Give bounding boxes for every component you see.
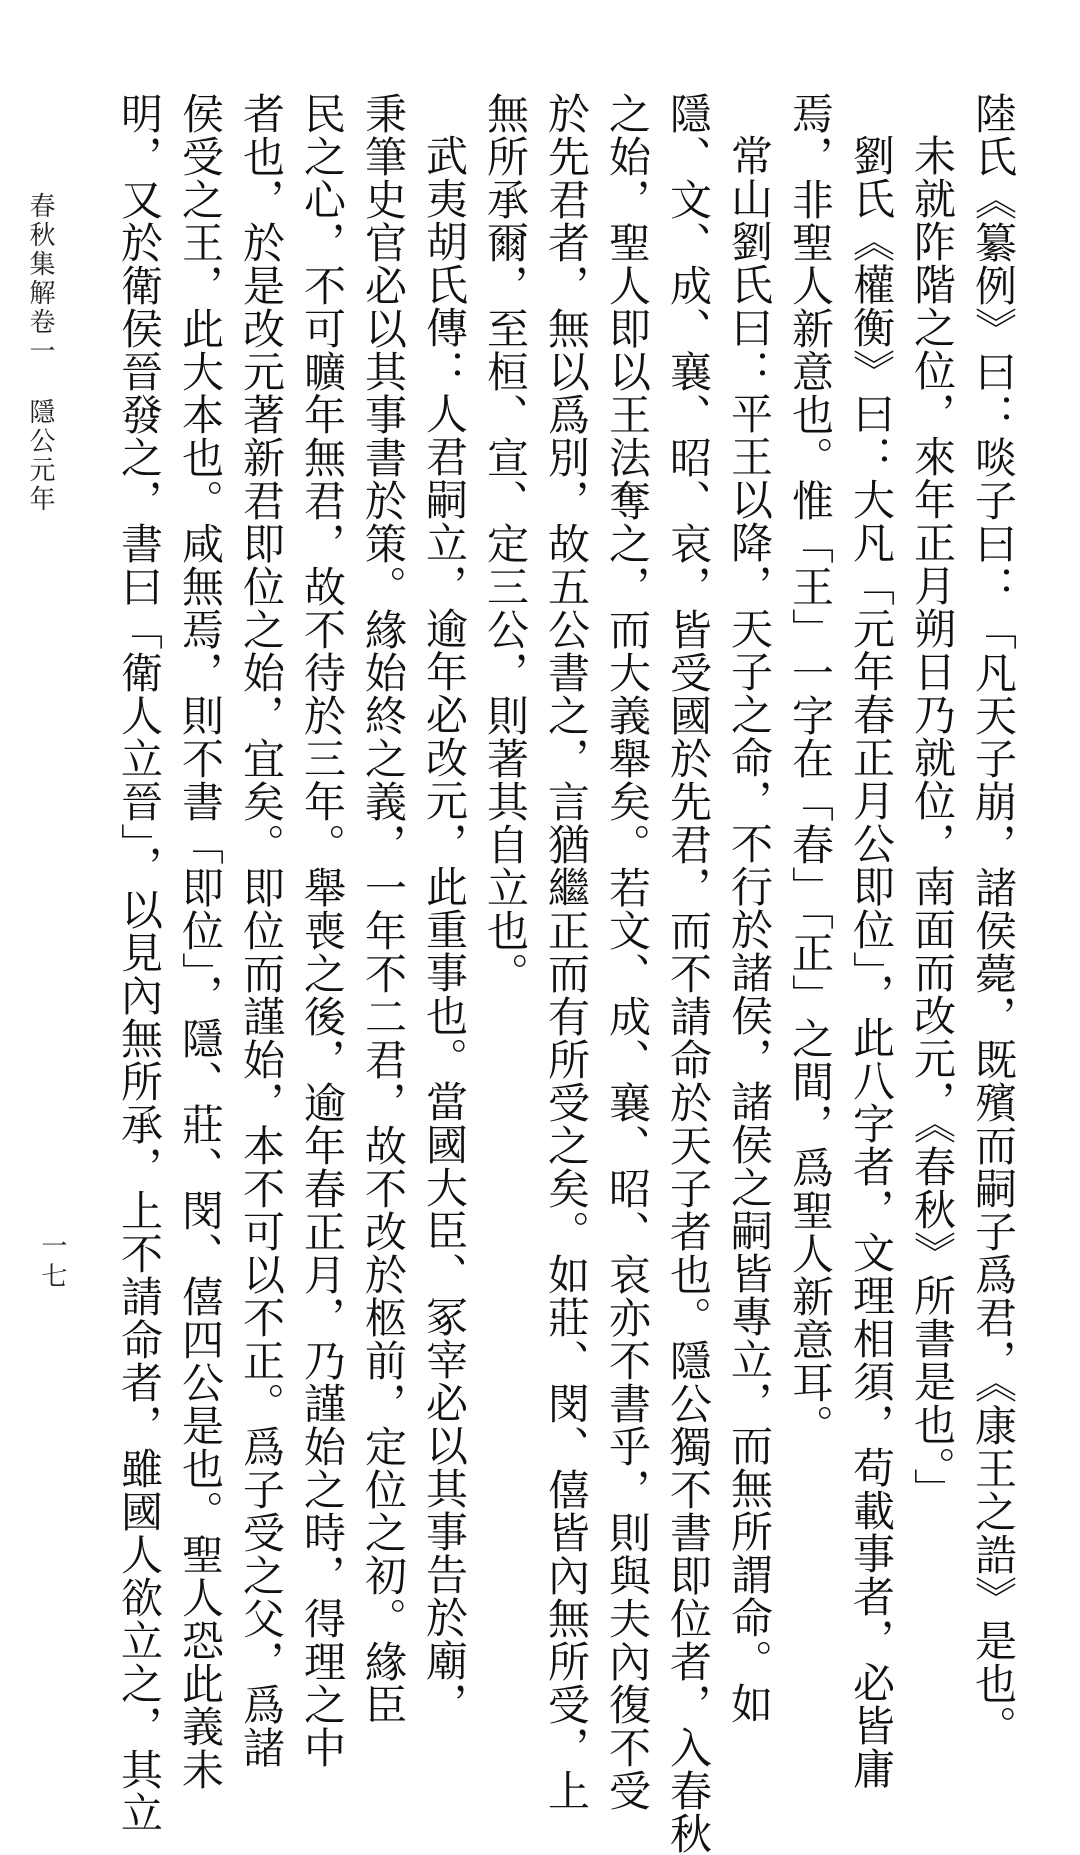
text-column: 於先君者，無以爲別，故五公書之，言猶繼正而有所受之矣。如莊、閔、僖皆內無所受，上	[542, 92, 591, 1812]
text-column: 秉筆史官必以其事書於策。緣始終之義，一年不二君，故不改於柩前，定位之初。緣臣	[359, 92, 408, 1726]
text-column: 常山劉氏曰：平王以降，天子之命，不行於諸侯，諸侯之嗣皆專立，而無所謂命。如	[725, 134, 774, 1725]
text-column: 劉氏《權衡》曰：大凡「元年春正月公即位」，此八字者，文理相須，苟載事者，必皆庸	[847, 134, 896, 1790]
text-column: 焉，非聖人新意也。惟「王」一字在「春」「正」之間，爲聖人新意耳。	[786, 92, 835, 1447]
page-number: 一七	[37, 1232, 67, 1292]
running-head-title: 春秋集解卷一	[25, 192, 55, 366]
text-column: 明，又於衛侯晉發之，書曰「衛人立晉」，以見內無所承，上不請命者，雖國人欲立之，其立	[115, 92, 164, 1834]
text-column: 侯受之王，此大本也。咸無焉，則不書「即位」，隱、莊、閔、僖四公是也。聖人恐此義未	[176, 92, 225, 1791]
main-text	[115, 92, 1024, 1855]
text-column: 者也，於是改元著新君即位之始，宜矣。即位而謹始，本不可以不正。爲子受之父，爲諸	[237, 92, 286, 1769]
text-column: 民之心，不可曠年無君，故不待於三年。舉喪之後，逾年春正月，乃謹始之時，得理之中	[298, 92, 347, 1769]
running-head-section: 隱公元年	[25, 398, 55, 514]
text-column: 陸氏《纂例》曰：啖子曰：「凡天子崩，諸侯薨，既殯而嗣子爲君，《康王之誥》是也。	[969, 92, 1018, 1748]
text-column: 武夷胡氏傳：人君嗣立，逾年必改元，此重事也。當國大臣、冢宰必以其事告於廟，	[420, 134, 469, 1725]
text-column: 無所承爾，至桓、宣、定三公，則著其自立也。	[481, 92, 530, 995]
running-head	[22, 192, 59, 514]
text-column: 未就阼階之位，來年正月朔日乃就位，南面而改元，《春秋》所書是也。」	[908, 134, 957, 1511]
text-column: 隱、文、成、襄、昭、哀，皆受國於先君，而不請命於天子者也。隱公獨不書即位者，入春秋	[664, 92, 713, 1855]
text-column: 之始，聖人即以王法奪之，而大義舉矣。若文、成、襄、昭、哀亦不書乎，則與夫內復不受	[603, 92, 652, 1812]
